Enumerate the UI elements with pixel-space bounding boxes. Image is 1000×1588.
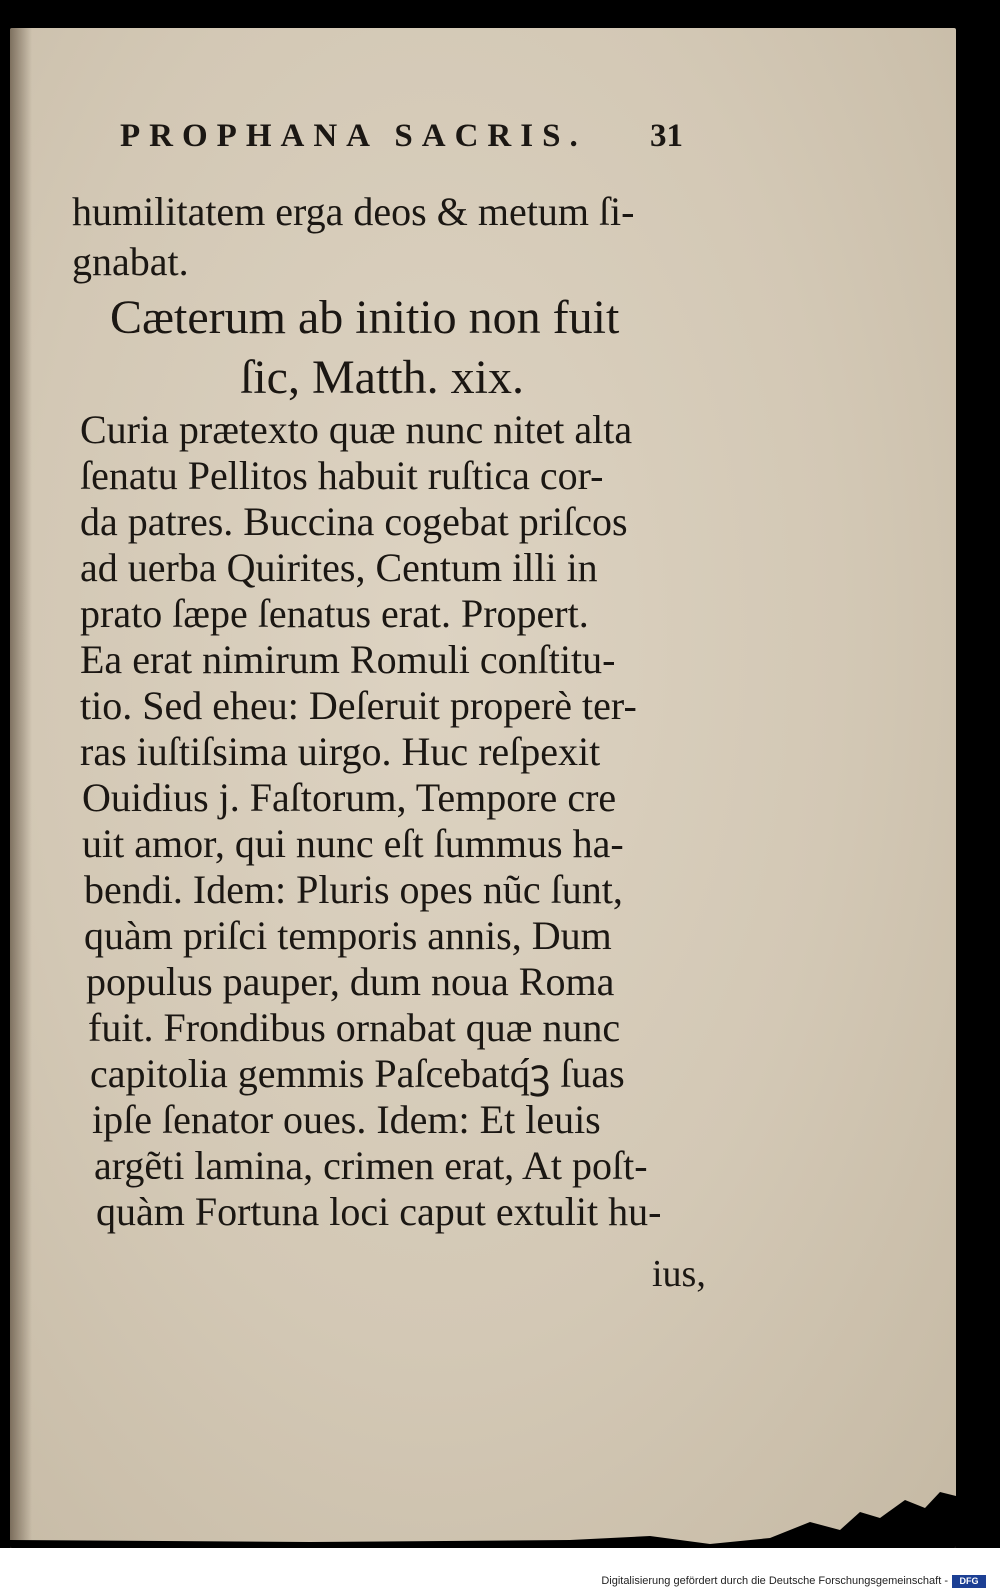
body-line: quàm priſci temporis annis, Dum bbox=[84, 913, 612, 958]
body-line: gnabat. bbox=[72, 239, 189, 284]
body-line: ad uerba Quirites, Centum illi in bbox=[80, 545, 598, 590]
page-number: 31 bbox=[650, 118, 683, 154]
body-line: fuit. Frondibus ornabat quæ nunc bbox=[88, 1005, 621, 1050]
body-line: populus pauper, dum noua Roma bbox=[86, 959, 615, 1004]
footer-credit: Digitalisierung gefördert durch die Deutsche Forschungsgemeinschaft - bbox=[601, 1575, 948, 1587]
body-line: ras iuſtiſsima uirgo. Huc reſpexit bbox=[80, 729, 601, 774]
body-line: Ouidius j. Faſtorum, Tempore cre bbox=[82, 775, 617, 820]
body-line: tio. Sed eheu: Deſeruit properè ter- bbox=[80, 683, 637, 728]
section-heading-line: Cæterum ab initio non fuit bbox=[110, 291, 620, 344]
section-heading-line: ſic, Matth. xix. bbox=[240, 351, 524, 404]
body-line: da patres. Buccina cogebat priſcos bbox=[80, 499, 628, 544]
body-line: bendi. Idem: Pluris opes nũc ſunt, bbox=[84, 867, 623, 912]
body-line: quàm Fortuna loci caput extulit hu- bbox=[96, 1189, 662, 1234]
running-head: PROPHANA SACRIS. bbox=[120, 118, 587, 154]
body-line: prato ſæpe ſenatus erat. Propert. bbox=[80, 591, 589, 636]
body-line: capitolia gemmis Paſcebatq́ꝫ ſuas bbox=[90, 1051, 625, 1096]
binding-shadow bbox=[10, 28, 32, 1548]
body-line: humilitatem erga deos & metum ſi- bbox=[72, 189, 635, 234]
body-line: Curia prætexto quæ nunc nitet alta bbox=[80, 407, 633, 452]
body-line: Ea erat nimirum Romuli conſtitu- bbox=[80, 637, 616, 682]
body-line: uit amor, qui nunc eſt ſummus ha- bbox=[82, 821, 624, 866]
body-line: argẽti lamina, crimen erat, At poſt- bbox=[94, 1143, 648, 1188]
dfg-logo: DFG bbox=[952, 1575, 986, 1588]
torn-page-edge bbox=[10, 1478, 956, 1548]
catchword: ius, bbox=[652, 1253, 706, 1295]
body-line: ipſe ſenator oues. Idem: Et leuis bbox=[92, 1097, 601, 1142]
body-line: ſenatu Pellitos habuit ruſtica cor- bbox=[80, 453, 604, 498]
